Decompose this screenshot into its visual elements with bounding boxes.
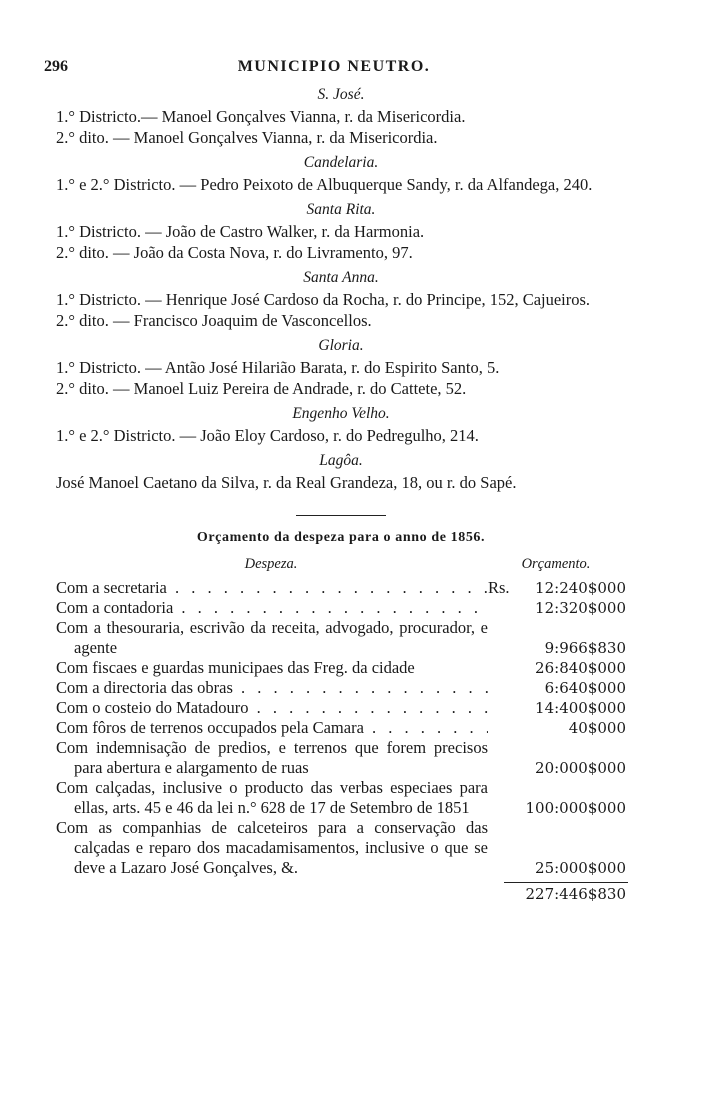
section-divider bbox=[296, 515, 386, 516]
parish-heading: Gloria. bbox=[318, 337, 364, 354]
budget-row bbox=[56, 778, 626, 818]
budget-row bbox=[56, 698, 626, 718]
column-header-orcamento: Orçamento. bbox=[521, 556, 591, 572]
budget-row-amount: 6:640$000 bbox=[544, 679, 626, 697]
parish-entry: 1.° e 2.° Districto. — Pedro Peixoto de Albuquerque Sandy, r. da Alfandega, 240. bbox=[56, 175, 593, 194]
parish-heading: Lagôa. bbox=[319, 452, 363, 469]
budget-row-amount: 9:966$830 bbox=[544, 639, 626, 657]
budget-total: 227:446$830 bbox=[525, 885, 626, 903]
page-header bbox=[44, 58, 624, 82]
budget-row-desc: Com as companhias de calceteiros para a conservação das calçadas e reparo dos macadamisamentos, inclusive o que se deve a Lazaro José Gonçalves, &. bbox=[56, 818, 488, 877]
budget-row bbox=[56, 598, 626, 618]
parish-heading: Engenho Velho. bbox=[292, 405, 390, 422]
budget-row-amount: 40$000 bbox=[568, 719, 626, 737]
parish-heading: Santa Rita. bbox=[306, 201, 376, 218]
budget-row-amount: 14:400$000 bbox=[535, 699, 626, 717]
currency-prefix: Rs. bbox=[488, 578, 510, 597]
budget-row-amount: 100:000$000 bbox=[525, 799, 626, 817]
budget-row-amount: 26:840$000 bbox=[535, 659, 626, 677]
parish-entry: 2.° dito. — João da Costa Nova, r. do Livramento, 97. bbox=[56, 243, 413, 262]
budget-row bbox=[56, 578, 626, 598]
parish-heading: Santa Anna. bbox=[303, 269, 379, 286]
parish-entry: 1.° Districto. — Henrique José Cardoso da Rocha, r. do Principe, 152, Cajueiros. bbox=[56, 290, 591, 309]
budget-row-desc: Com a secretaria . . . bbox=[56, 578, 488, 598]
budget-row-desc: Com o costeio do Matadouro . . . bbox=[56, 698, 488, 718]
budget-row-amount: 12:240$000 bbox=[535, 579, 626, 597]
column-header-despeza: Despeza. bbox=[244, 556, 298, 572]
budget-row-desc: Com a directoria das obras . . . bbox=[56, 678, 488, 698]
running-title: MUNICIPIO NEUTRO. bbox=[237, 58, 431, 75]
budget-row-amount: 12:320$000 bbox=[535, 599, 626, 617]
budget-row-desc: Com a thesouraria, escrivão da receita, advogado, procurador, e agente bbox=[56, 618, 488, 657]
budget-row bbox=[56, 678, 626, 698]
budget-column-headers bbox=[56, 556, 626, 578]
budget-row bbox=[56, 718, 626, 738]
parish-entry: 2.° dito. — Francisco Joaquim de Vasconcellos. bbox=[56, 311, 372, 330]
budget-row-desc: Com fiscaes e guardas municipaes das Freg. da cidade bbox=[56, 658, 415, 677]
parish-entry: 1.° e 2.° Districto. — João Eloy Cardoso, r. do Pedregulho, 214. bbox=[56, 426, 479, 445]
parish-entry: 1.° Districto. — João de Castro Walker, r. da Harmonia. bbox=[56, 222, 425, 241]
parish-entry: 1.° Districto. — Antão José Hilarião Barata, r. do Espirito Santo, 5. bbox=[56, 358, 500, 377]
budget-row-desc: Com indemnisação de predios, e terrenos que forem precisos para abertura e alargamento de ruas bbox=[56, 738, 488, 777]
parish-entry: 1.° Districto.— Manoel Gonçalves Vianna, r. da Misericordia. bbox=[56, 107, 466, 126]
parish-entry: 2.° dito. — Manoel Luiz Pereira de Andrade, r. do Cattete, 52. bbox=[56, 379, 467, 398]
budget-row bbox=[56, 618, 626, 658]
budget-row bbox=[56, 738, 626, 778]
parish-heading: Candelaria. bbox=[303, 154, 379, 171]
budget-row-amount: 20:000$000 bbox=[535, 759, 626, 777]
budget-row-desc: Com fôros de terrenos occupados pela Camara . . . bbox=[56, 718, 488, 738]
parish-entry: José Manoel Caetano da Silva, r. da Real Grandeza, 18, ou r. do Sapé. bbox=[56, 473, 517, 492]
budget-row-desc: Com calçadas, inclusive o producto das verbas especiaes para ellas, arts. 45 e 46 da lei n.° 628 de 17 de Setembro de 1851 bbox=[56, 778, 488, 817]
page-content bbox=[56, 84, 626, 905]
budget-row-desc: Com a contadoria . . . bbox=[56, 598, 488, 618]
parish-entry: 2.° dito. — Manoel Gonçalves Vianna, r. da Misericordia. bbox=[56, 128, 438, 147]
budget-table bbox=[56, 578, 626, 878]
budget-row-amount: 25:000$000 bbox=[535, 859, 626, 877]
budget-row bbox=[56, 658, 626, 678]
budget-row bbox=[56, 818, 626, 878]
parish-heading: S. José. bbox=[317, 86, 365, 103]
page-number: 296 bbox=[44, 58, 68, 75]
budget-title: Orçamento da despeza para o anno de 1856. bbox=[196, 530, 486, 545]
